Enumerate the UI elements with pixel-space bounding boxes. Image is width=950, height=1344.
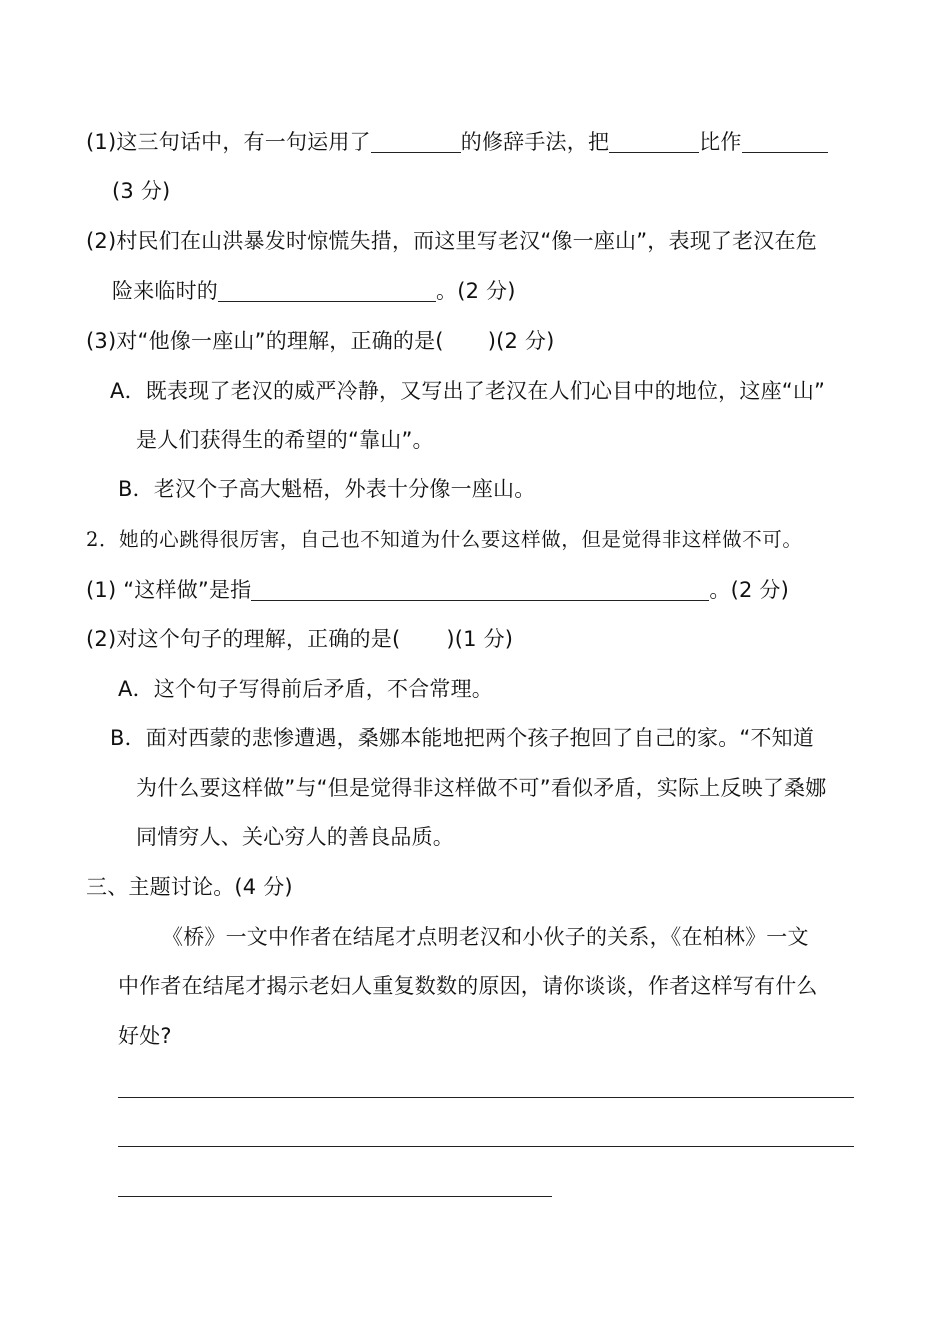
q1-sub1-score: (3 分) <box>112 179 171 203</box>
q2-optA: A．这个句子写得前后矛盾，不合常理。 <box>118 677 493 701</box>
q1-sub2-blank[interactable] <box>218 279 436 302</box>
answer-line-1[interactable] <box>118 1097 854 1098</box>
q1-sub1-blank-1[interactable] <box>371 130 461 153</box>
q2-optB-line1: B．面对西蒙的悲惨遭遇，桑娜本能地把两个孩子抱回了自己的家。“不知道 <box>110 726 815 750</box>
q1-sub3-suffix: )(2 分) <box>487 329 555 353</box>
q3-para-line2: 中作者在结尾才揭示老妇人重复数数的原因，请你谈谈，作者这样写有什么 <box>118 974 818 998</box>
q2-stem: 2．她的心跳得很厉害，自己也不知道为什么要这样做，但是觉得非这样做不可。 <box>86 528 803 551</box>
q2-optB-line2: 为什么要这样做”与“但是觉得非这样做不可”看似矛盾，实际上反映了桑娜 <box>136 776 827 800</box>
q1-sub1-mid1: 的修辞手法，把 <box>460 130 610 154</box>
q2-sub2-prefix: (2)对这个句子的理解，正确的是( <box>86 627 401 651</box>
q3-para-line3: 好处? <box>118 1024 172 1048</box>
q1-sub2-line1: (2)村民们在山洪暴发时惊慌失措，而这里写老汉“像一座山”，表现了老汉在危 <box>86 229 817 253</box>
q2-sub1-prefix: (1) “这样做”是指 <box>86 578 252 602</box>
q1-sub1-line <box>86 127 828 157</box>
q1-sub1-blank-3[interactable] <box>742 130 828 153</box>
q1-sub3-line <box>86 326 555 356</box>
q3-para-line1: 《桥》一文中作者在结尾才点明老汉和小伙子的关系，《在柏林》一文 <box>162 925 809 949</box>
q1-optA-line2: 是人们获得生的希望的“靠山”。 <box>136 428 434 452</box>
q2-sub1-suffix: 。(2 分) <box>709 578 790 602</box>
answer-line-3[interactable] <box>118 1196 552 1197</box>
q1-sub2-line2-suffix: 。(2 分) <box>436 279 516 303</box>
q1-sub3-prefix: (3)对“他像一座山”的理解，正确的是( <box>86 329 444 353</box>
section-3-heading: 三、主题讨论。(4 分) <box>86 875 293 899</box>
q1-sub2-line2 <box>112 276 516 306</box>
q1-optA-line1: A．既表现了老汉的威严冷静，又写出了老汉在人们心目中的地位，这座“山” <box>110 379 826 403</box>
q2-optB-line3: 同情穷人、关心穷人的善良品质。 <box>136 825 454 849</box>
q2-sub1-blank[interactable] <box>251 578 709 601</box>
q2-sub2-line <box>86 624 513 654</box>
q1-sub2-line2-prefix: 险来临时的 <box>112 279 218 303</box>
q2-sub1-line <box>86 575 789 605</box>
answer-line-2[interactable] <box>118 1146 854 1147</box>
q1-optB: B．老汉个子高大魁梧，外表十分像一座山。 <box>118 477 536 501</box>
q1-sub1-mid2: 比作 <box>699 130 742 154</box>
q1-sub1-prefix: (1)这三句话中，有一句运用了 <box>86 130 371 154</box>
q1-sub1-blank-2[interactable] <box>609 130 699 153</box>
q2-sub2-suffix: )(1 分) <box>446 627 514 651</box>
